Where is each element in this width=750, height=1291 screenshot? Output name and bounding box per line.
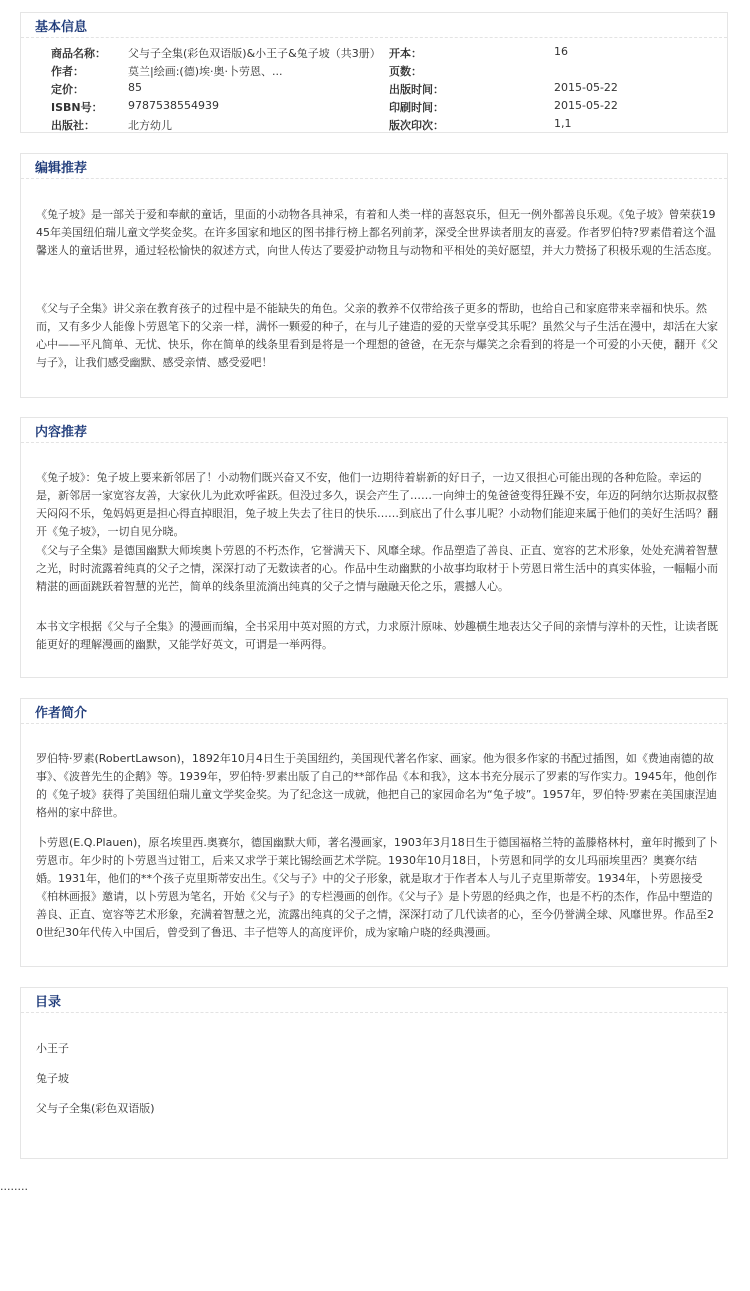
editor-paragraph: 《父与子全集》讲父亲在教育孩子的过程中是不能缺失的角色。父亲的教养不仅带给孩子更多的帮助，也给自己和家庭带来幸福和快乐。然而，又有多少人能像卜劳恩笔下的父亲一样，满怀一颗爱的种子，在与儿子建造的爱的天堂享受其乐呢？虽然父与子生活在漫中，却活在大家心中——平凡简单、无忧、快乐，你在简单的线条里看到是将是一个理想的爸爸，在无奈与爆笑之余看到的将是一个可爱的小天使，翻开《父与子》，让我们感受幽默、感受亲情、感受爱吧！: [36, 302, 718, 369]
toc-header: [21, 988, 727, 1013]
toc-item: 兔子坡: [36, 1072, 69, 1085]
content-paragraph: 本书文字根据《父与子全集》的漫画而编，全书采用中英对照的方式，力求原汁原味、妙趣横生地表达父子间的亲情与淳朴的天性，让读者既能更好的理解漫画的幽默，又能学好英文，可谓是一举两得。: [36, 620, 718, 651]
price-value: 85: [128, 81, 142, 94]
info-row: [21, 97, 727, 115]
author-intro-section: [20, 698, 728, 967]
toc-item: 父与子全集(彩色双语版): [36, 1102, 155, 1115]
basic-info-title: 基本信息: [35, 20, 88, 35]
edition-value: 1,1: [554, 117, 572, 130]
pages-label: 页数：: [389, 65, 422, 78]
trailing-dots: ........: [0, 1180, 28, 1193]
content-recommendation-section: [20, 417, 728, 678]
print-date-value: 2015-05-22: [554, 99, 618, 112]
print-date-label: 印刷时间：: [389, 101, 444, 114]
info-row: [21, 61, 727, 79]
content-recommendation-header: [21, 418, 727, 443]
author-paragraph: 罗伯特·罗素(RobertLawson)，1892年10月4日生于美国纽约，美国现代著名作家、画家。他为很多作家的书配过插图，如《费迪南德的故事》、《波普先生的企鹅》等。1939年，罗伯特·罗素出版了自己的**部作品《本和我》，这本书充分展示了罗素的写作实力。1945年，他创作的《兔子坡》获得了美国纽伯瑞儿童文学奖金奖。为了纪念这一成就，他把自己的家园命名为“兔子坡”。1957年，罗伯特·罗素在美国康涅迪格州的家中辞世。: [36, 752, 717, 819]
author-paragraph: 卜劳恩(E.Q.Plauen)，原名埃里西.奥赛尔，德国幽默大师，著名漫画家，1903年3月18日生于德国福格兰特的盖滕格林村，童年时搬到了卜劳恩市。年少时的卜劳恩当过钳工，后来又求学于莱比锡绘画艺术学院。1930年10月18日，卜劳恩和同学的女儿玛丽埃里西？奥赛尔结婚。1931年，他们的**个孩子克里斯蒂安出生。《父与子》中的父子形象，就是取才于作者本人与儿子克里斯蒂安。1934年，卜劳恩接受《柏林画报》邀请，以卜劳恩为笔名，开始《父与子》的专栏漫画的创作。《父与子》是卜劳恩的经典之作，也是不朽的杰作，作品中塑造的善良、正直、宽容等艺术形象，充满着智慧之光，流露出纯真的父子之情，深深打动了几代读者的心，至今仍誉满全球、风靡世界。作品至20世纪30年代传入中国后，曾受到了鲁迅、丰子恺等人的高度评价，成为家喻户晓的经典漫画。: [36, 836, 718, 939]
toc-section: [20, 987, 728, 1159]
format-value: 16: [554, 45, 568, 58]
isbn-label: ISBN号：: [51, 101, 103, 114]
basic-info-table: [21, 43, 727, 133]
author-label: 作者：: [51, 65, 84, 78]
basic-info-header: [21, 13, 727, 38]
info-row: [21, 79, 727, 97]
product-name-value: 父与子全集(彩色双语版)&小王子&兔子坡（共3册）: [128, 47, 381, 60]
content-paragraph: 《兔子坡》：兔子坡上要来新邻居了！小动物们既兴奋又不安，他们一边期待着崭新的好日子，一边又很担心可能出现的各种危险。幸运的是，新邻居一家宽容友善，大家伙儿为此欢呼雀跃。但没过多久，误会产生了……一向绅士的兔爸爸变得狂躁不安，年迈的阿纳尔达斯叔叔整天闷闷不乐，兔妈妈更是担心得直掉眼泪，兔子坡上失去了往日的快乐……到底出了什么事儿呢？小动物们能迎来属于他们的美好生活吗？翻开《兔子坡》，一切自见分晓。: [36, 471, 718, 538]
toc-item: 小王子: [36, 1042, 69, 1055]
author-intro-header: [21, 699, 727, 724]
info-row: [21, 115, 727, 133]
basic-info-section: [20, 12, 728, 133]
price-label: 定价：: [51, 83, 84, 96]
publish-date-value: 2015-05-22: [554, 81, 618, 94]
isbn-value: 9787538554939: [128, 99, 219, 112]
publish-date-label: 出版时间：: [389, 83, 444, 96]
editor-recommendation-header: [21, 154, 727, 179]
editor-paragraph: 《兔子坡》是一部关于爱和奉献的童话，里面的小动物各具神采，有着和人类一样的喜怒哀乐，但无一例外都善良乐观。《兔子坡》曾荣获1945年美国纽伯瑞儿童文学奖金奖。在许多国家和地区的图书排行榜上都名列前茅，深受全世界读者朋友的喜爱。作者罗伯特?罗素借着这个温馨迷人的童话世界，通过轻松愉快的叙述方式，向世人传达了要爱护动物且与动物和平相处的美好愿望，并大力赞扬了积极乐观的生活态度。: [36, 208, 718, 257]
publisher-value: 北方幼儿: [128, 119, 172, 132]
author-intro-title: 作者简介: [35, 706, 88, 721]
content-recommendation-title: 内容推荐: [35, 425, 88, 440]
edition-label: 版次印次：: [389, 119, 444, 132]
info-row: [21, 43, 727, 61]
editor-recommendation-section: [20, 153, 728, 398]
editor-recommendation-title: 编辑推荐: [35, 161, 88, 176]
content-paragraph: 《父与子全集》是德国幽默大师埃奥卜劳恩的不朽杰作，它誉满天下、风靡全球。作品塑造了善良、正直、宽容的艺术形象，处处充满着智慧之光，时时流露着纯真的父子之情，深深打动了无数读者的心。作品中生动幽默的小故事均取材于卜劳恩日常生活中的真实体验，一幅幅小而精湛的画面跳跃着智慧的光芒，简单的线条里流淌出纯真的父子之情与融融天伦之乐，震撼人心。: [36, 544, 718, 593]
product-name-label: 商品名称：: [51, 47, 106, 60]
format-label: 开本：: [389, 47, 422, 60]
publisher-label: 出版社：: [51, 119, 95, 132]
author-value: 莫兰|绘画:(德)埃·奥·卜劳恩、...: [128, 65, 283, 78]
toc-title: 目录: [35, 995, 62, 1010]
